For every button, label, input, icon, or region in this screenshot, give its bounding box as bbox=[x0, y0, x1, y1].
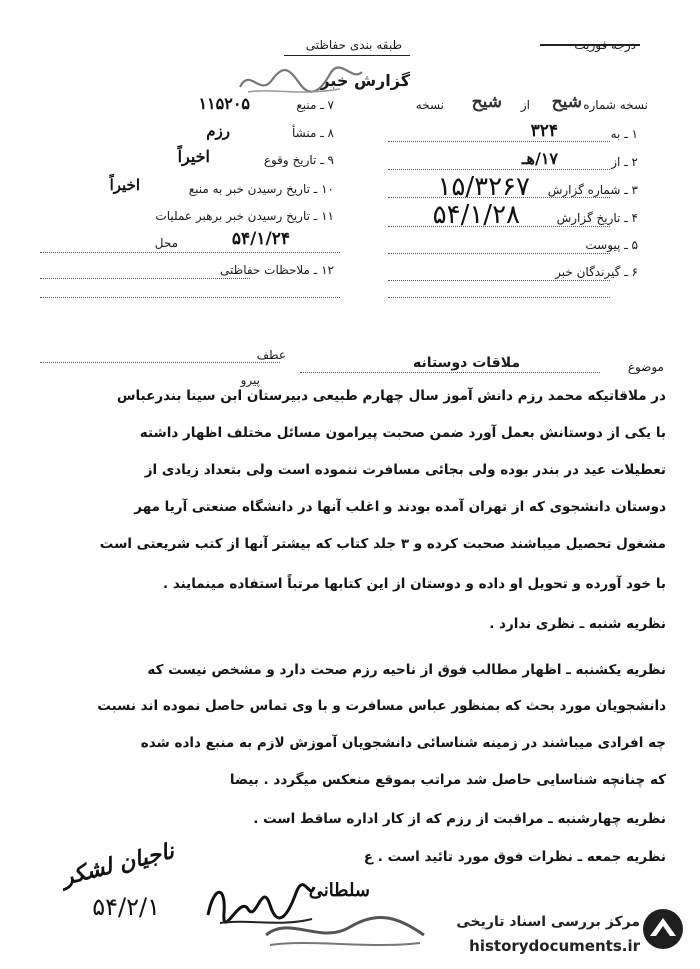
body-line: مشغول تحصیل میباشند صحبت کرده و ۳ جلد کتاب که بیشتر آنها از کتب شریعتی است bbox=[99, 536, 666, 552]
field-attachment-dots bbox=[388, 253, 610, 254]
body-line: نظریه جمعه ـ نظرات فوق مورد تائید است . ع bbox=[363, 849, 666, 865]
copy-suffix: نسخه bbox=[415, 98, 444, 112]
field-source-label: ۷ ـ منبع bbox=[296, 98, 334, 112]
body-line: تعطیلات عید در بندر بوده ولی بجائی مسافرت ننموده است ولی بتعداد زیادی از bbox=[144, 462, 666, 478]
field-report-date-value: ۵۴/۱/۲۸ bbox=[432, 200, 520, 230]
of-value: شیح bbox=[471, 92, 502, 112]
field-from-value: ۱۷/هـ bbox=[521, 149, 558, 168]
field-from-label: ۲ ـ از bbox=[611, 155, 638, 169]
field-to-label: ۱ ـ به bbox=[610, 127, 638, 141]
field-source-arrival-label: ۱۰ ـ تاریخ رسیدن خبر به منبع bbox=[188, 182, 334, 196]
priority-label: درجه فوریت bbox=[574, 38, 636, 52]
field-source-arrival-value: اخیراً bbox=[109, 176, 140, 194]
handwritten-date: ۵۴/۲/۱ bbox=[92, 893, 160, 921]
body-line: نظریه چهارشنبه ـ مراقبت از رزم که از کار اداره ساقط است . bbox=[253, 811, 666, 827]
copy-number-value: شیح bbox=[551, 92, 582, 112]
priority-underline bbox=[540, 44, 640, 46]
body-line: که چنانچه شناسایی حاصل شد مراتب بموقع منعکس میگردد . بیضا bbox=[229, 772, 666, 788]
field-report-number-label: ۳ ـ شماره گزارش bbox=[547, 183, 638, 197]
reference-peyro-label: پیرو bbox=[240, 373, 260, 387]
handwritten-note: ناجیان لشکر bbox=[59, 838, 177, 891]
stamp-scribble bbox=[260, 905, 430, 955]
body-line: در ملاقاتیکه محمد رزم دانش آموز سال چهارم طبیعی دبیرستان ابن سینا بندرعباس bbox=[116, 388, 666, 404]
field-place-label: محل bbox=[154, 236, 178, 250]
watermark-org: مرکز بررسی اسناد تاریخی bbox=[456, 914, 640, 930]
field-occurrence-date-label: ۹ ـ تاریخ وقوع bbox=[263, 153, 334, 167]
field-report-date-dots bbox=[388, 226, 610, 227]
field-source-value: ۱۱۵۲۰۵ bbox=[198, 94, 250, 113]
field-attachment-label: ۵ ـ پیوست bbox=[585, 238, 638, 252]
field-to-dots bbox=[388, 141, 610, 142]
body-line: دوستان دانشجوی که از تهران آمده بودند و اغلب آنها در دانشگاه صنعتی آریا مهر bbox=[134, 499, 666, 515]
field-security-notes-label: ۱۲ ـ ملاحظات حفاظتی bbox=[220, 263, 334, 277]
body-line: نظریه شنبه ـ نظری ندارد . bbox=[489, 616, 666, 632]
field-origin-label: ۸ ـ منشأ bbox=[291, 126, 334, 140]
subject-label: موضوع bbox=[627, 360, 664, 374]
field-occurrence-date-value: اخیراً bbox=[177, 147, 210, 166]
field-to-value: ۳۲۴ bbox=[530, 121, 558, 141]
field-security-notes-dots-2 bbox=[40, 297, 340, 298]
field-recipients-dots bbox=[388, 280, 610, 281]
field-recipients-dots-2 bbox=[388, 297, 610, 298]
field-place-dots bbox=[40, 252, 340, 253]
field-origin-value: رزم bbox=[206, 122, 230, 140]
watermark-url: historydocuments.ir bbox=[469, 937, 640, 955]
field-place-value: ۵۴/۱/۲۴ bbox=[231, 229, 290, 249]
archive-logo-icon bbox=[640, 906, 686, 952]
subject-dots bbox=[300, 372, 600, 373]
body-line: با خود آورده و تحویل او داده و دوستان از این کتابها مرتباً استفاده مینمایند . bbox=[162, 576, 666, 592]
body-line: دانشجویان مورد بحث که بمنظور عباس مسافرت و با وی تماس حاصل نموده اند نسبت bbox=[97, 698, 666, 714]
reference-atf-dots bbox=[40, 362, 280, 363]
copy-number-label: نسخه شماره bbox=[583, 98, 648, 112]
reference-atf-label: عطف bbox=[256, 348, 286, 362]
classification-underline bbox=[284, 55, 410, 56]
field-ops-arrival-label: ۱۱ ـ تاریخ رسیدن خبر برهبر عملیات bbox=[155, 209, 334, 223]
field-recipients-label: ۶ ـ گیرندگان خبر bbox=[555, 265, 638, 279]
of-label: از bbox=[520, 98, 530, 112]
body-line: نظریه یکشنبه ـ اظهار مطالب فوق از ناحیه رزم صحت دارد و مشخص نیست که bbox=[147, 662, 666, 678]
title-scribble bbox=[230, 62, 370, 102]
field-report-date-label: ۴ ـ تاریخ گزارش bbox=[556, 211, 638, 225]
field-from-dots bbox=[388, 169, 610, 170]
classification-label: طبقه بندی حفاظتی bbox=[305, 38, 402, 52]
body-line: با یکی از دوستانش بعمل آورد ضمن صحبت پیرامون مسائل مختلف اظهار داشته bbox=[139, 425, 666, 441]
subject-value: ملاقات دوستانه bbox=[412, 355, 520, 371]
field-security-notes-dots bbox=[40, 278, 250, 279]
body-line: چه افرادی میباشند در زمینه شناسائی دانشجویان آموزش لازم به منبع داده شده bbox=[140, 735, 666, 751]
report-title: گزارش خبر bbox=[320, 71, 410, 90]
field-report-number-dots bbox=[388, 197, 610, 198]
signature-name: سلطانی bbox=[308, 880, 370, 901]
field-report-number-value: ۱۵/۳۲۶۷ bbox=[437, 172, 530, 202]
